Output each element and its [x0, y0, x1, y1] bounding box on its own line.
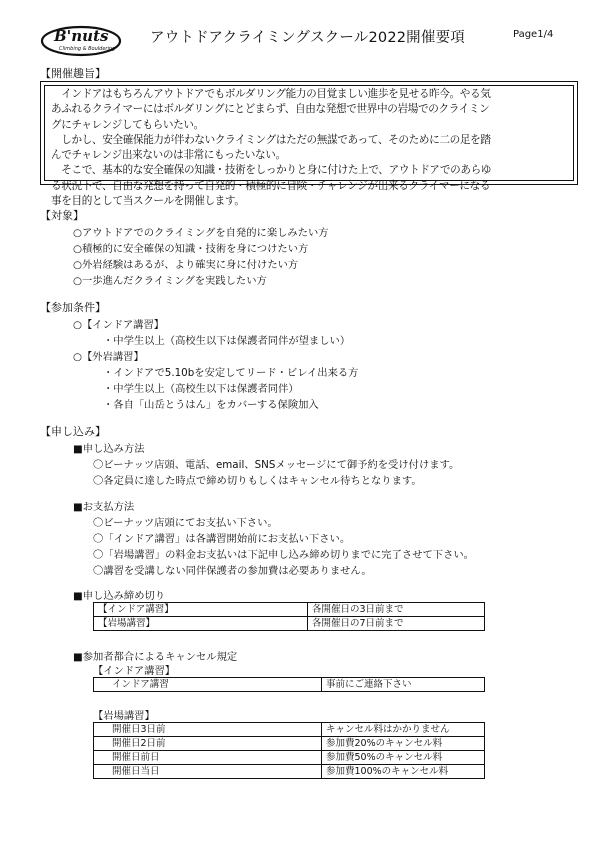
bnuts-logo — [40, 24, 122, 58]
cancel-outdoor-table — [93, 722, 485, 779]
target-item: ○外岩経験はあるが、より確実に身に付けたい方 — [73, 259, 299, 271]
logo-subtext: Climbing & Bouldering — [59, 46, 116, 52]
table-cell: 【岩場講習】 — [94, 617, 308, 631]
table-cell: 開催日3日前 — [94, 723, 322, 737]
purpose-line: 事を目的として当スクールを開催します。 — [51, 195, 245, 208]
table-cell: 参加費100%のキャンセル料 — [322, 765, 485, 779]
table-cell: 開催日2日前 — [94, 737, 322, 751]
conditions-heading: 【参加条件】 — [40, 301, 106, 314]
condition-outdoor-item: ・インドアで5.10bを安定してリード・ビレイ出来る方 — [103, 367, 359, 379]
table-cell: キャンセル料はかかりません — [322, 723, 485, 737]
method-label: ■申し込み方法 — [73, 443, 145, 455]
purpose-line: あふれるクライマーにはボルダリングにとどまらず、自由な発想で世界中の岩場でのクライミン — [51, 103, 490, 116]
target-item: ○積極的に安全確保の知識・技術を身につけたい方 — [73, 243, 309, 255]
method-item: 〇ビーナッツ店頭、電話、email、SNSメッセージにて御予約を受け付けます。 — [93, 459, 460, 471]
deadline-label: ■申し込み締め切り — [73, 590, 166, 602]
table-cell: 各開催日の3日前まで — [308, 603, 485, 617]
purpose-line: んでチャレンジ出来ないのは非常にもったいない。 — [51, 149, 286, 162]
condition-indoor-label: ○【インドア講習】 — [73, 319, 165, 331]
cancel-indoor-label: 【インドア講習】 — [93, 665, 176, 677]
cancel-indoor-table — [93, 677, 485, 692]
table-row — [94, 723, 485, 737]
deadline-table — [93, 602, 485, 631]
purpose-line: グにチャレンジしてもらいたい。 — [51, 118, 204, 131]
table-cell: 事前にご連絡下さい — [322, 678, 485, 692]
method-item: 〇各定員に達した時点で締め切りもしくはキャンセル待ちとなります。 — [93, 475, 422, 487]
payment-item: 〇講習を受講しない同伴保護者の参加費は必要ありません。 — [93, 565, 372, 577]
payment-item: 〇「岩場講習」の料金お支払いは下記申し込み締め切りまでに完了させて下さい。 — [93, 549, 474, 561]
purpose-line: インドアはもちろんアウトドアでもボルダリング能力の目覚ましい進歩を見せる昨今。やる気 — [51, 88, 491, 100]
table-row — [94, 603, 485, 617]
table-cell: 開催日前日 — [94, 751, 322, 765]
table-cell: 【インドア講習】 — [94, 603, 308, 617]
condition-outdoor-item: ・各自「山岳とうはん」をカバーする保険加入 — [103, 399, 319, 411]
table-cell: 参加費50%のキャンセル料 — [322, 751, 485, 765]
application-heading: 【申し込み】 — [40, 425, 106, 438]
purpose-text — [44, 85, 574, 208]
purpose-line: る状況下で、自由な発想を持って自発的・積極的に冒険・チャレンジが出来るクライマーになる — [51, 179, 491, 192]
condition-outdoor-item: ・中学生以上（高校生以下は保護者同伴） — [103, 383, 299, 395]
purpose-line: しかし、安全確保能力が伴わないクライミングはただの無謀であって、そのために二の足を踏 — [51, 133, 491, 146]
purpose-line: そこで、基本的な安全確保の知識・技術をしっかりと身に付けた上で、アウトドアでのあらゆ — [51, 164, 492, 177]
purpose-heading: 【開催趣旨】 — [40, 67, 106, 80]
condition-indoor-item: ・中学生以上（高校生以下は保護者同伴が望ましい） — [103, 335, 351, 347]
table-row — [94, 678, 485, 692]
condition-outdoor-label: ○【外岩講習】 — [73, 351, 144, 363]
logo-text: B'nuts — [54, 27, 109, 45]
cancel-outdoor-label: 【岩場講習】 — [93, 710, 155, 722]
cancel-label: ■参加者都合によるキャンセル規定 — [73, 651, 238, 663]
table-cell: 参加費20%のキャンセル料 — [322, 737, 485, 751]
payment-item: 〇「インドア講習」は各講習開始前にお支払い下さい。 — [93, 533, 351, 545]
document-title: アウトドアクライミングスクール2022開催要項 — [150, 30, 465, 46]
table-cell: インドア講習 — [94, 678, 322, 692]
payment-label: ■お支払方法 — [73, 501, 135, 513]
page-number: Page1/4 — [513, 29, 554, 40]
payment-item: 〇ビーナッツ店頭にてお支払い下さい。 — [93, 517, 278, 529]
table-cell: 開催日当日 — [94, 765, 322, 779]
purpose-box — [40, 81, 578, 208]
table-row — [94, 737, 485, 751]
table-row — [94, 751, 485, 765]
table-row — [94, 765, 485, 779]
target-item: ○アウトドアでのクライミングを自発的に楽しみたい方 — [73, 227, 329, 239]
target-item: ○一歩進んだクライミングを実践したい方 — [73, 275, 267, 287]
target-heading: 【対象】 — [40, 209, 84, 222]
table-cell: 各開催日の7日前まで — [308, 617, 485, 631]
table-row — [94, 617, 485, 631]
